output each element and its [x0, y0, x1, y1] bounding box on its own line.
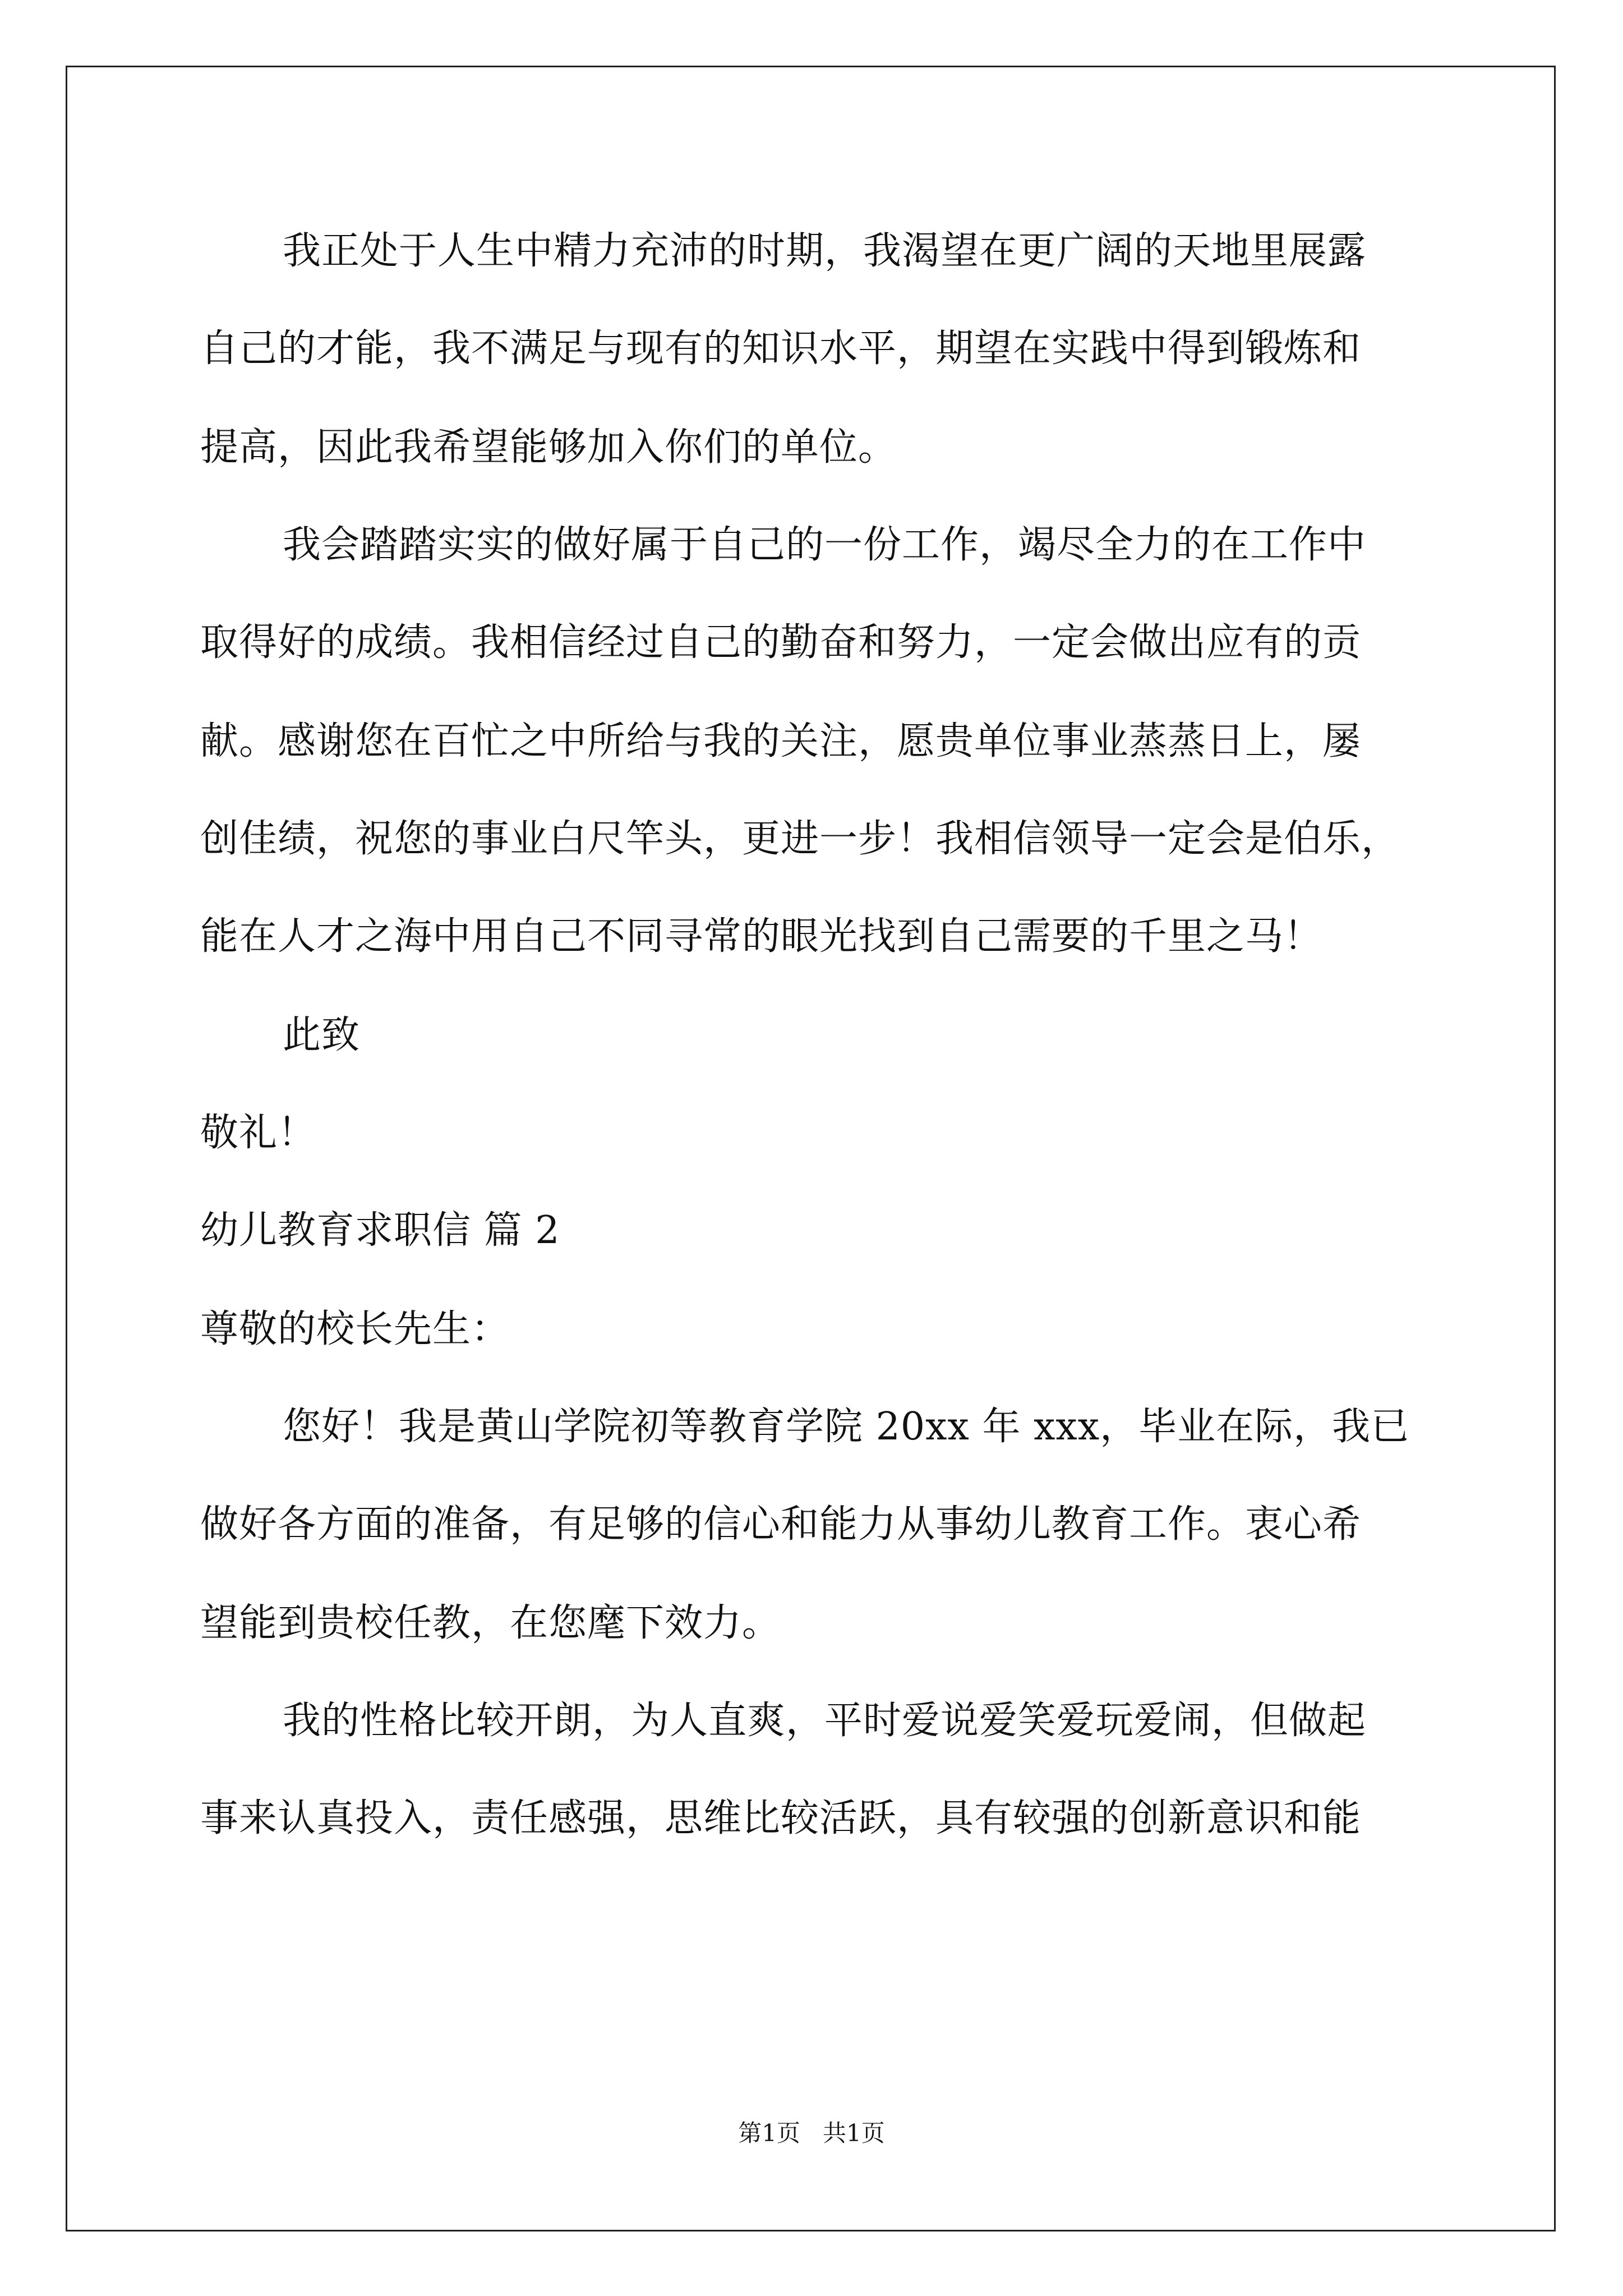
page-footer: 第1页 共1页 [738, 2119, 885, 2147]
paragraph-line: 我正处于人生中精力充沛的时期，我渴望在更广阔的天地里展露 [283, 229, 1367, 273]
section-heading: 幼儿教育求职信 篇 2 [200, 1208, 560, 1253]
paragraph-line: 您好！我是黄山学院初等教育学院 20xx 年 xxx，毕业在际，我已 [283, 1405, 1410, 1449]
closing-regards: 敬礼！ [200, 1111, 317, 1155]
letter-greeting: 尊敬的校长先生： [200, 1307, 510, 1351]
closing-salutation: 此致 [283, 1013, 361, 1057]
paragraph-line: 献。感谢您在百忙之中所给与我的关注，愿贵单位事业蒸蒸日上，屡 [200, 719, 1362, 763]
paragraph-line: 取得好的成绩。我相信经过自己的勤奋和努力，一定会做出应有的贡 [200, 620, 1362, 665]
paragraph-line: 做好各方面的准备，有足够的信心和能力从事幼儿教育工作。衷心希 [200, 1502, 1362, 1547]
paragraph-line: 事来认真投入，责任感强，思维比较活跃，具有较强的创新意识和能 [200, 1796, 1362, 1841]
paragraph-line: 创佳绩，祝您的事业白尺竿头，更进一步！我相信领导一定会是伯乐， [200, 817, 1400, 861]
paragraph-line: 我的性格比较开朗，为人直爽，平时爱说爱笑爱玩爱闹，但做起 [283, 1699, 1367, 1743]
paragraph-line: 自己的才能，我不满足与现有的知识水平，期望在实践中得到锻炼和 [200, 326, 1362, 371]
paragraph-line: 能在人才之海中用自己不同寻常的眼光找到自己需要的千里之马！ [200, 914, 1323, 959]
paragraph-line: 望能到贵校任教，在您麾下效力。 [200, 1601, 781, 1645]
paragraph-line: 提高，因此我希望能够加入你们的单位。 [200, 425, 897, 470]
paragraph-line: 我会踏踏实实的做好属于自己的一份工作，竭尽全力的在工作中 [283, 523, 1367, 567]
